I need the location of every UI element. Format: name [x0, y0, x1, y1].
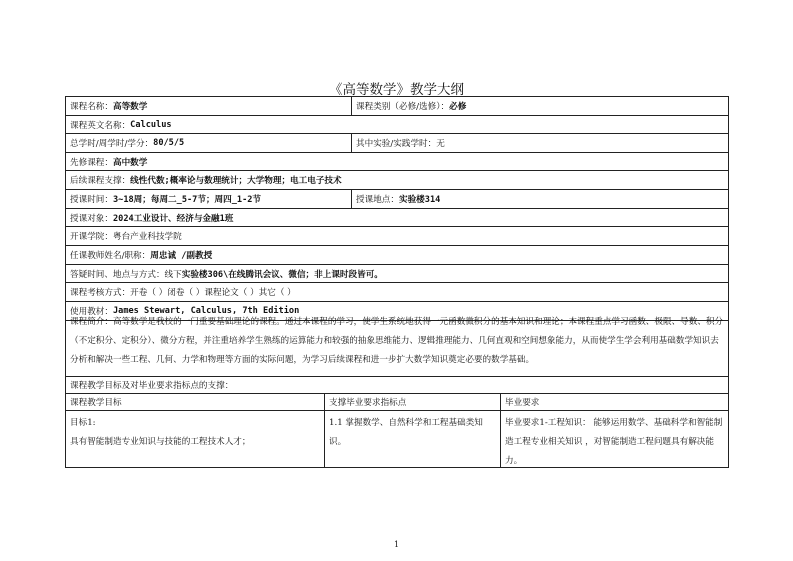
row-audience [65, 208, 729, 226]
location-value: 实验楼314 [398, 195, 441, 205]
label: 其中实验/实践学时： [356, 139, 437, 149]
row-english-name [65, 115, 729, 133]
goal-title: 目标1: [70, 418, 96, 428]
row-course-name [65, 96, 729, 115]
label: 课程类别（必修/选修）： [356, 102, 450, 112]
label: 使用教材： [70, 307, 113, 317]
label: 授课对象： [70, 213, 113, 224]
row-teacher [65, 245, 729, 264]
row-objectives-header [65, 376, 729, 393]
teacher-value: 周忠诚 /副教授 [150, 251, 213, 261]
hours-value: 80/5/5 [153, 138, 185, 148]
label: 总学时/周学时/学分： [70, 139, 154, 149]
prereq-value: 高中数学 [112, 157, 148, 168]
course-type-value: 必修 [449, 102, 467, 112]
college-value: 粤台产业科技学院 [112, 232, 182, 242]
row-intro [65, 317, 729, 376]
row-followup [65, 170, 729, 189]
schedule-value: 3~18周；每周二_5-7节；周四_1-2节 [112, 195, 262, 205]
requirement-text: 毕业要求1-工程知识： 能够运用数学、基础科学和智能制造工程专业相关知识 ，对智能制造工程问题具有解决能力。 [500, 411, 728, 467]
indicator-text: 1.1 掌握数学、自然科学和工程基础类知识。 [324, 411, 500, 467]
page-number: 1 [393, 540, 400, 549]
table-row [65, 410, 729, 467]
header-goal: 课程教学目标 [70, 398, 122, 408]
label: 后续课程支撑： [70, 176, 131, 186]
audience-value: 2024工业设计、经济与金融1班 [112, 213, 234, 224]
label: 答疑时间、地点与方式：线下 [70, 269, 182, 280]
row-prereq [65, 152, 729, 170]
row-schedule [65, 189, 729, 208]
qa-value: 实验楼306\在线腾讯会议、微信；非上课时段皆可。 [181, 269, 383, 280]
row-college [65, 226, 729, 245]
row-hours [65, 133, 729, 152]
followup-value: 线性代数;概率论与数理统计；大学物理；电工电子技术 [130, 176, 342, 186]
label: 授课时间： [70, 195, 113, 205]
row-qa [65, 264, 729, 282]
intro-text: 课程简介：高等数学是我校的一门重要基础理论的课程。通过本课程的学习，使学生系统地获得一元函数微积分的基本知识和理论；本课程重点学习函数、极限、导数、积分（不定积分、定积分）、微分方程，并注重培养学生熟练的运算能力和较强的抽象思维能力、逻辑推理能力、几何直观和空间想象能力，从而使学生学会利用基础数学知识去分析和解决一些工程、几何、力学和物理等方面的实际问题，为学习后续课程和进一步扩大数学知识奠定必要的数学基础。 [70, 317, 724, 365]
row-exam [65, 282, 729, 301]
label: 课程英文名称： [70, 120, 131, 131]
label: 开课学院： [70, 232, 113, 242]
lab-hours-value: 无 [436, 139, 445, 149]
label: 课程名称： [70, 102, 113, 112]
table-header-row [65, 393, 729, 410]
label: 任课教师姓名/职称： [70, 251, 151, 261]
header-indicator: 支撑毕业要求指标点 [329, 398, 407, 408]
objectives-header: 课程教学目标及对毕业要求指标点的支撑： [70, 381, 234, 391]
table-bottom-border [65, 467, 729, 468]
textbook-value: James Stewart, Calculus, 7th Edition [112, 306, 300, 316]
label: 授课地点： [356, 195, 399, 205]
english-name-value: Calculus [130, 119, 172, 130]
label: 先修课程： [70, 157, 113, 168]
header-requirement: 毕业要求 [505, 398, 540, 408]
goal-text: 具有智能制造专业知识与技能的工程技术人才； [70, 437, 251, 447]
course-name-value: 高等数学 [112, 102, 148, 112]
exam-text: 课程考核方式：开卷（ ）闭卷（ ）课程论文（ ）其它（ ） [70, 288, 296, 298]
page-title: 《高等数学》教学大纲 [329, 82, 464, 98]
